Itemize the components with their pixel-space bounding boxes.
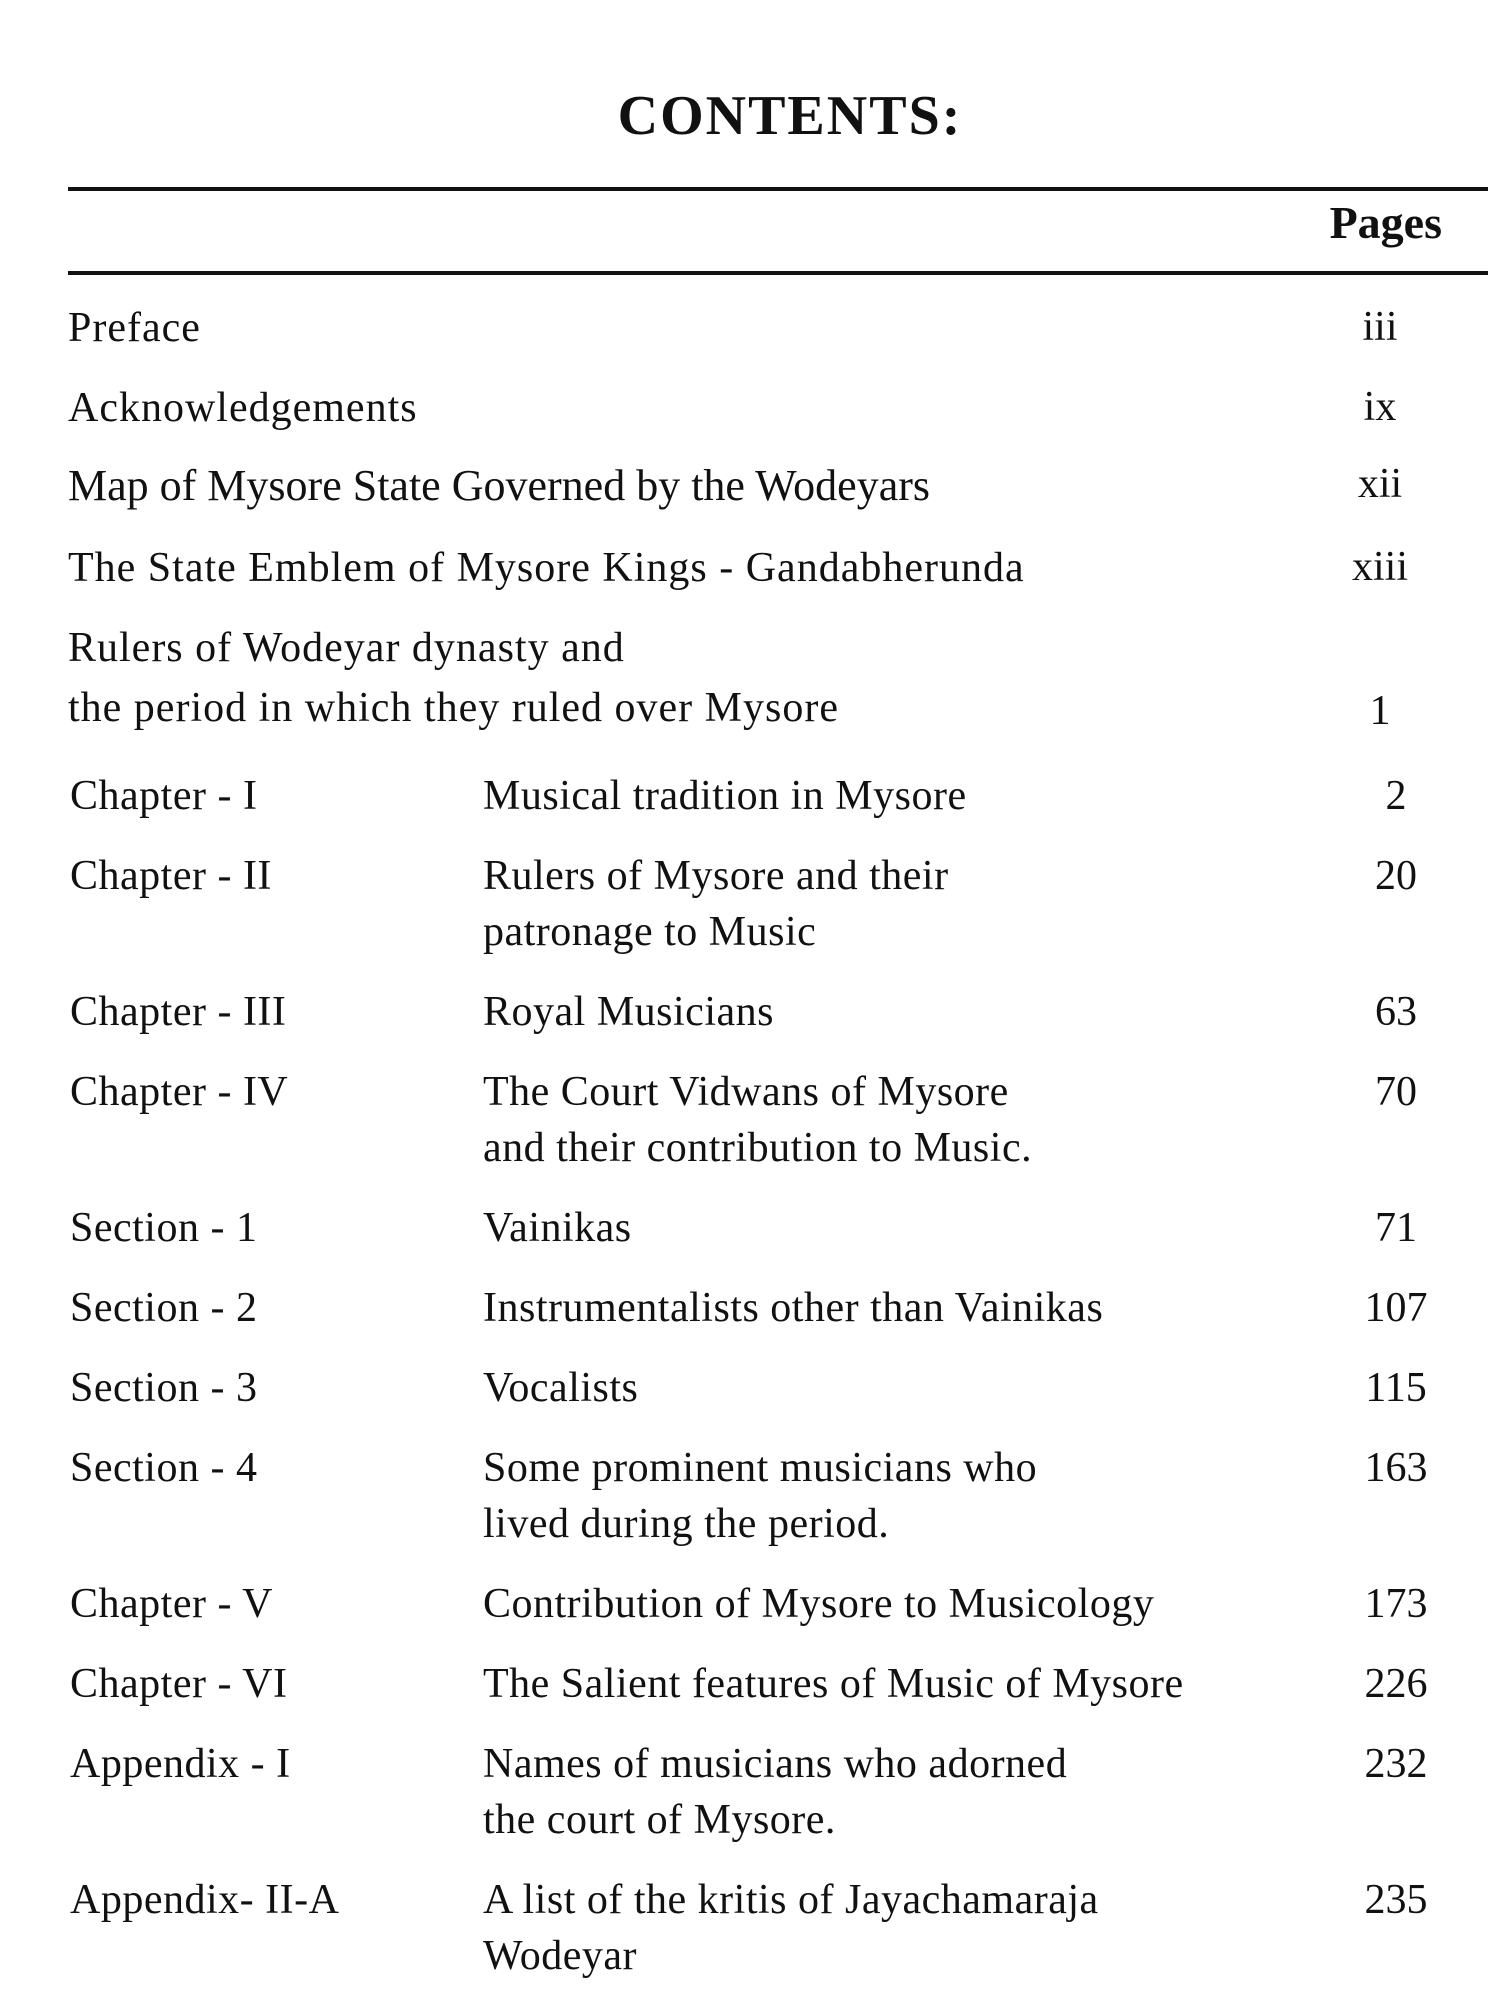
header-bottom-rule — [68, 271, 1488, 275]
entry-label: Appendix - I — [70, 1741, 291, 1787]
page-number: 232 — [1364, 1741, 1428, 1787]
entry-title — [483, 848, 949, 960]
page-number: 70 — [1375, 1069, 1417, 1115]
entry-title — [483, 1656, 1184, 1712]
entry-title-line: Rulers of Mysore and their — [483, 853, 949, 899]
entry-label: Chapter - VI — [70, 1661, 288, 1707]
entry-title — [483, 1064, 1032, 1176]
page-number: ix — [1363, 384, 1397, 430]
page-number: 1 — [1369, 688, 1391, 734]
entry-label: Section - 3 — [70, 1365, 258, 1411]
entry-title — [483, 1280, 1103, 1336]
entry-title-line: Vocalists — [483, 1365, 639, 1411]
entry-title — [483, 768, 967, 824]
page-number: 63 — [1375, 989, 1417, 1035]
toc-entry-acknowledgements[interactable] — [68, 378, 418, 438]
entry-title-line-1: Rulers of Wodeyar dynasty and — [68, 625, 625, 671]
entry-title — [483, 1360, 638, 1416]
toc-entry-rulers[interactable] — [68, 618, 839, 738]
page-number: xii — [1357, 461, 1403, 507]
entry-title-line: Royal Musicians — [483, 989, 774, 1035]
pages-column-header: Pages — [1329, 197, 1442, 248]
entry-title-line: and their contribution to Music. — [483, 1125, 1033, 1171]
entry-title-line: Wodeyar — [483, 1933, 638, 1979]
entry-title-line: Musical tradition in Mysore — [483, 773, 967, 819]
page-number: 115 — [1365, 1365, 1427, 1411]
toc-entry-state-emblem[interactable] — [68, 538, 1025, 598]
entry-title-line-2: the period in which they ruled over Mysore — [68, 685, 839, 731]
page-number: 71 — [1375, 1205, 1417, 1251]
page-number: xiii — [1351, 544, 1408, 590]
page-number: 2 — [1385, 773, 1407, 819]
entry-title: The State Emblem of Mysore Kings - Gandabherunda — [68, 545, 1025, 591]
entry-label: Section - 4 — [70, 1445, 258, 1491]
entry-title — [483, 1736, 1067, 1848]
page-number: 107 — [1364, 1285, 1428, 1331]
entry-title — [483, 1872, 1099, 1984]
entry-label: Appendix- II-A — [70, 1877, 340, 1923]
entry-label: Chapter - I — [70, 773, 258, 819]
page-number: 163 — [1364, 1445, 1428, 1491]
entry-title-line: Some prominent musicians who — [483, 1445, 1038, 1491]
entry-title-line: patronage to Music — [483, 909, 817, 955]
toc-entry-preface[interactable] — [68, 298, 201, 358]
entry-title — [483, 1440, 1037, 1552]
entry-title — [483, 984, 774, 1040]
entry-title — [483, 1200, 632, 1256]
page-number: 173 — [1364, 1581, 1428, 1627]
entry-title-line: The Salient features of Music of Mysore — [483, 1661, 1184, 1707]
entry-label: Section - 2 — [70, 1285, 258, 1331]
entry-title-line: Vainikas — [483, 1205, 632, 1251]
toc-entry-map[interactable] — [68, 456, 930, 516]
entry-title — [483, 1576, 1154, 1632]
top-rule — [68, 187, 1488, 191]
page-title: CONTENTS: — [617, 85, 963, 147]
entry-label: Chapter - V — [70, 1581, 274, 1627]
entry-title-line: Names of musicians who adorned — [483, 1741, 1068, 1787]
entry-label: Chapter - III — [70, 989, 287, 1035]
entry-title-line: A list of the kritis of Jayachamaraja — [483, 1877, 1099, 1923]
entry-title-line: Contribution of Mysore to Musicology — [483, 1581, 1155, 1627]
entry-title-line: The Court Vidwans of Mysore — [483, 1069, 1009, 1115]
page-number: 20 — [1375, 853, 1417, 899]
entry-title-line: the court of Mysore. — [483, 1797, 836, 1843]
entry-title: Map of Mysore State Governed by the Wodeyars — [68, 461, 930, 510]
page-number: iii — [1362, 304, 1398, 350]
entry-title-line: lived during the period. — [483, 1501, 890, 1547]
entry-label: Section - 1 — [70, 1205, 258, 1251]
entry-label: Chapter - II — [70, 853, 272, 899]
entry-label: Chapter - IV — [70, 1069, 289, 1115]
entry-title: Acknowledgements — [68, 385, 418, 431]
entry-title-line: Instrumentalists other than Vainikas — [483, 1285, 1104, 1331]
page-number: 235 — [1364, 1877, 1428, 1923]
entry-title: Preface — [68, 305, 201, 351]
page-number: 226 — [1364, 1661, 1428, 1707]
